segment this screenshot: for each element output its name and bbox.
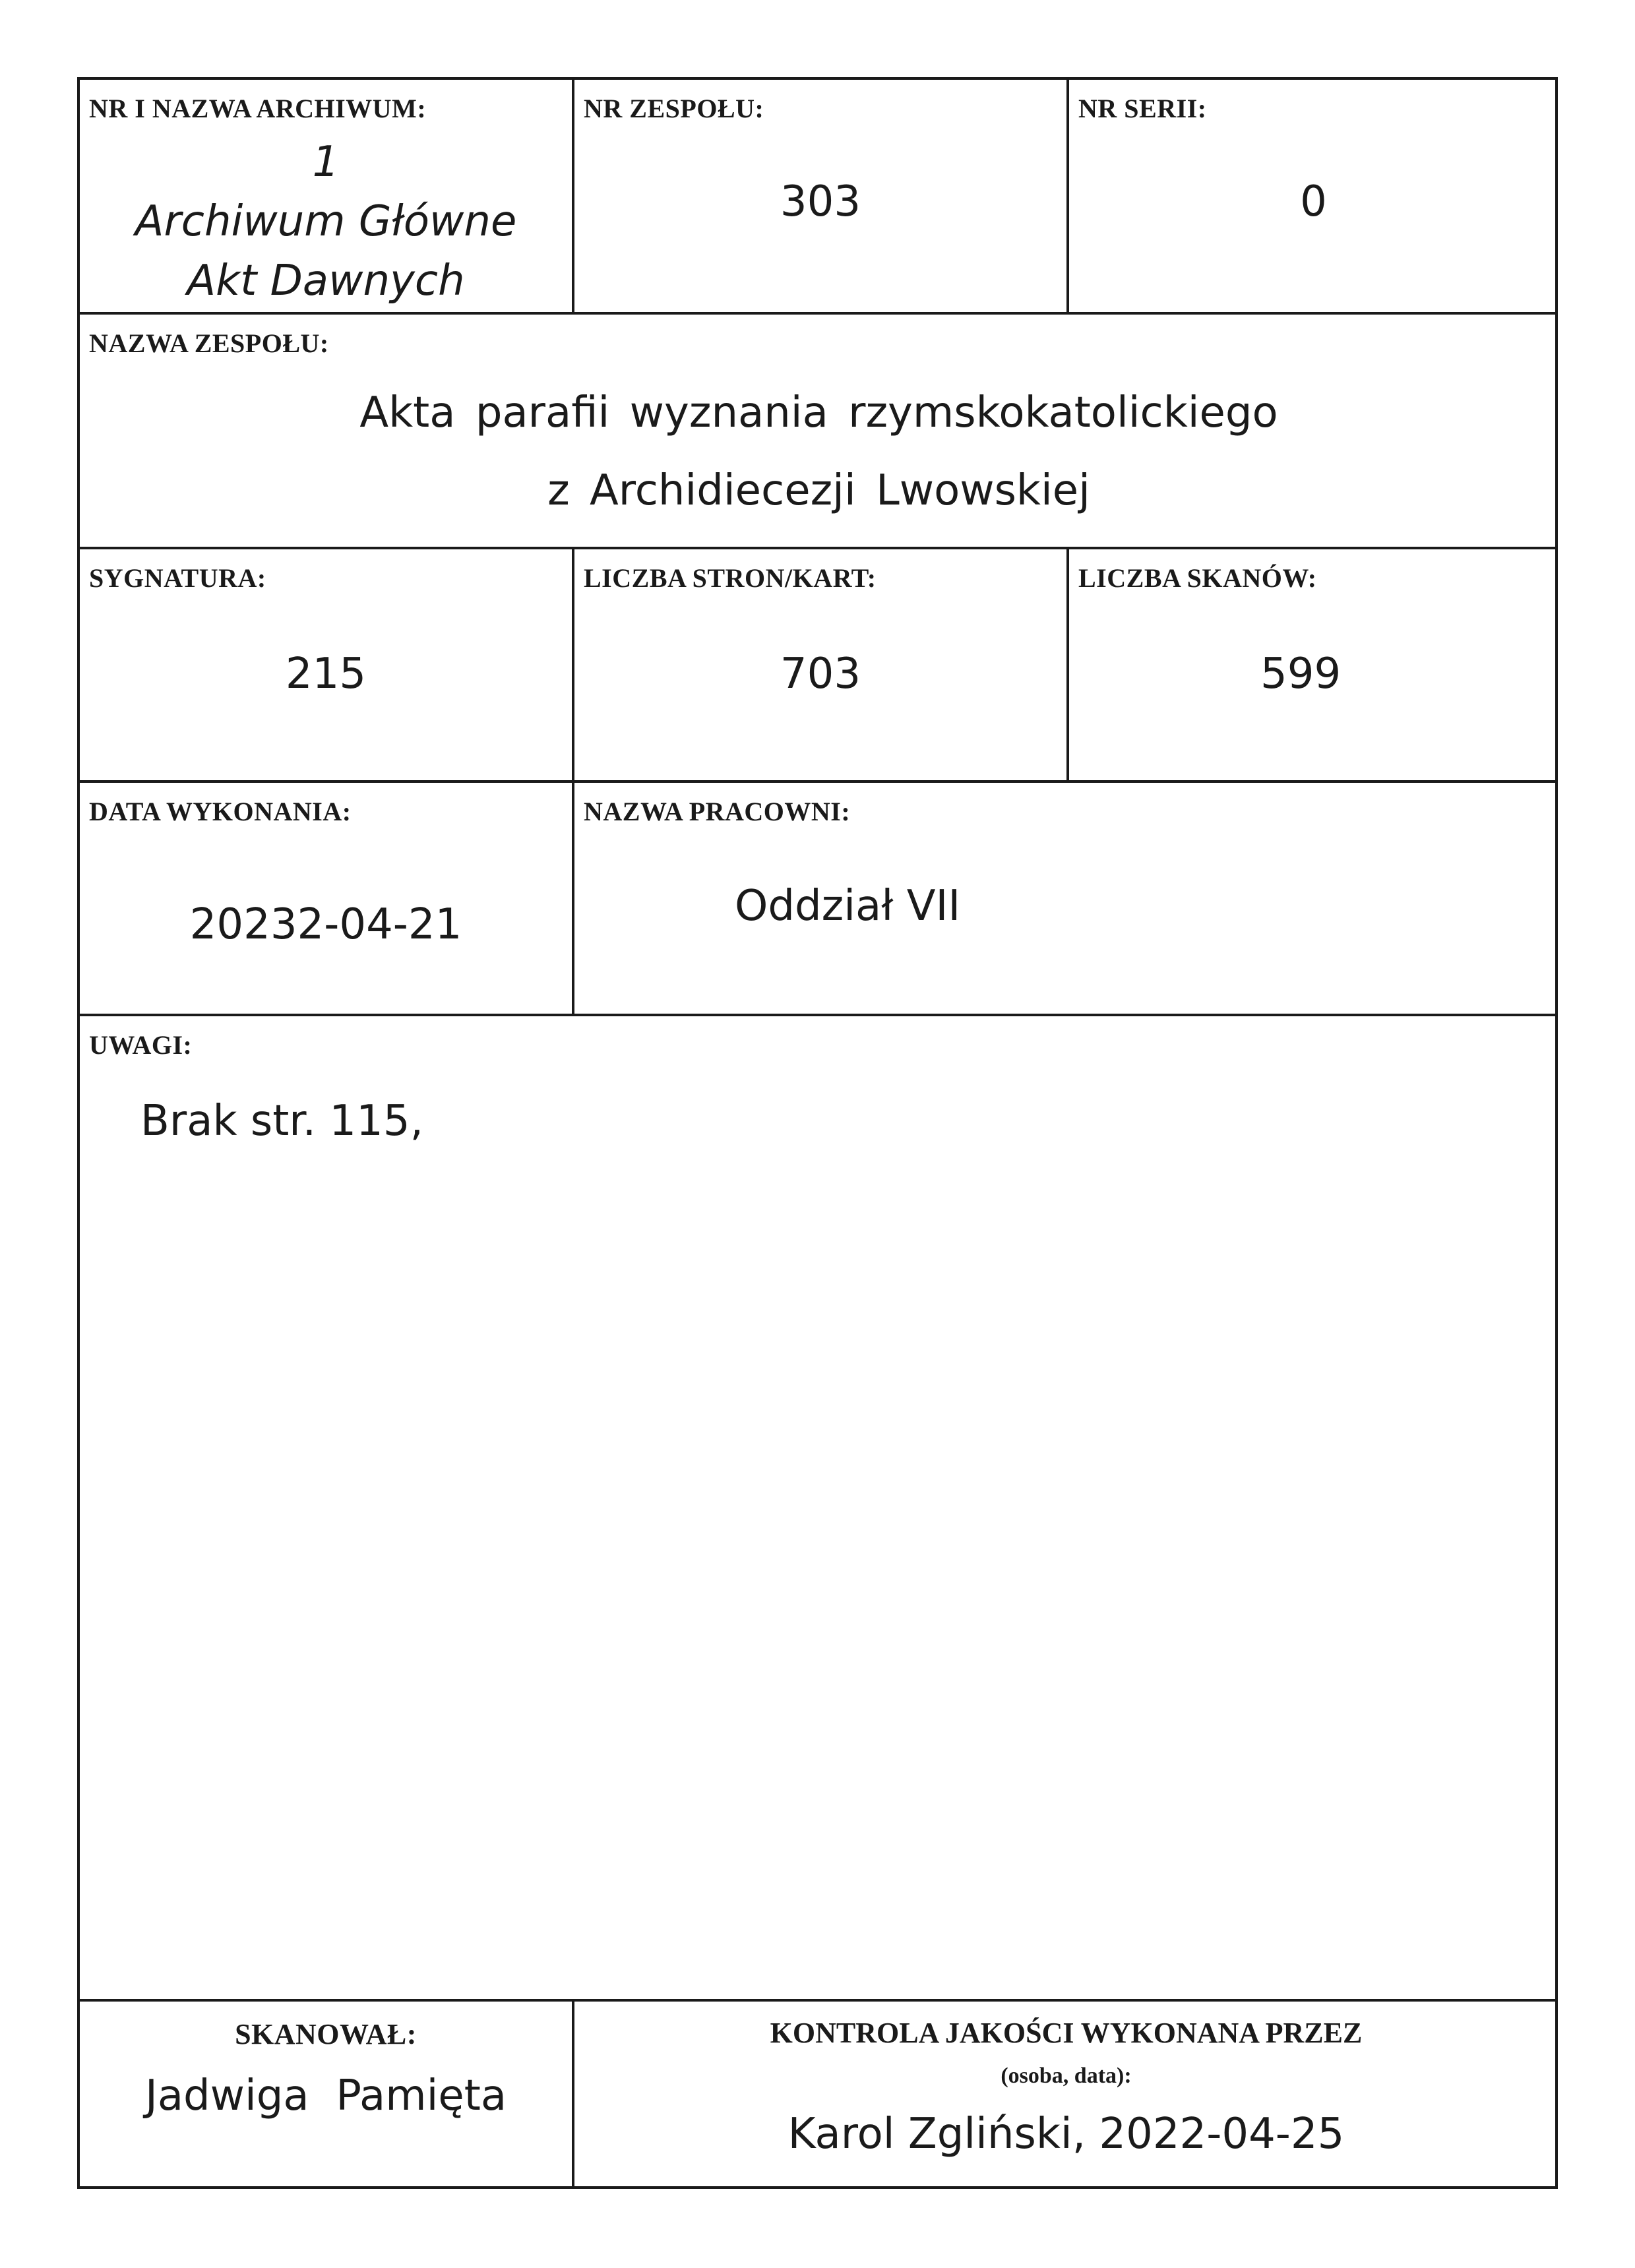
fond-number-label: NR ZESPOŁU: — [584, 94, 764, 123]
scanned-by-cell — [80, 2002, 572, 2189]
fond-name-line1: Akta parafii wyznania rzymskokatolickiego — [359, 388, 1278, 437]
archive-label: NR I NAZWA ARCHIWUM: — [89, 94, 427, 123]
quality-control-label: KONTROLA JAKOŚCI WYKONANA PRZEZ — [770, 2017, 1363, 2049]
page-count-cell — [574, 549, 1066, 780]
scanned-by-value: Jadwiga Pamięta — [144, 2071, 507, 2120]
fond-name-cell — [80, 315, 1558, 547]
workshop-cell — [574, 783, 1558, 1014]
execution-date-cell — [80, 783, 572, 1014]
fond-name — [80, 374, 1558, 530]
series-number-value: 0 — [1300, 177, 1327, 226]
archive-number: 1 — [312, 138, 340, 187]
scanned-by-label: SKANOWAŁ: — [235, 2018, 417, 2050]
scan-count-value: 599 — [1260, 650, 1342, 698]
archive-cell — [80, 80, 572, 312]
quality-control-sublabel: (osoba, data): — [1001, 2064, 1132, 2088]
quality-control-cell — [574, 2002, 1558, 2189]
signature-cell — [80, 549, 572, 780]
fond-number-cell — [574, 80, 1066, 312]
remarks-value: Brak str. 115, — [140, 1097, 423, 1146]
signature-value: 215 — [285, 650, 367, 698]
quality-control-value: Karol Zgliński, 2022-04-25 — [787, 2110, 1345, 2159]
signature-label: SYGNATURA: — [89, 563, 266, 593]
remarks-label: UWAGI: — [89, 1030, 193, 1060]
scan-count-label: LICZBA SKANÓW: — [1078, 563, 1317, 593]
series-number-cell — [1069, 80, 1558, 312]
page-count-label: LICZBA STRON/KART: — [584, 563, 877, 593]
archive-name-line1: Archiwum Główne — [135, 197, 517, 246]
archive-name-line2: Akt Dawnych — [187, 257, 465, 305]
fond-number-value: 303 — [780, 177, 861, 226]
execution-date-value: 20232-04-21 — [189, 900, 462, 949]
scan-metadata-form — [77, 77, 1558, 2189]
page-count-value: 703 — [780, 650, 861, 698]
scan-count-cell — [1069, 549, 1558, 780]
remarks-cell — [80, 1016, 1558, 1999]
workshop-label: NAZWA PRACOWNI: — [584, 797, 851, 826]
workshop-value: Oddział VII — [735, 882, 961, 931]
fond-name-label: NAZWA ZESPOŁU: — [89, 328, 329, 358]
series-number-label: NR SERII: — [1078, 94, 1207, 123]
execution-date-label: DATA WYKONANIA: — [89, 797, 352, 826]
fond-name-line2: z Archidiecezji Lwowskiej — [547, 466, 1090, 515]
archive-name — [80, 133, 572, 311]
